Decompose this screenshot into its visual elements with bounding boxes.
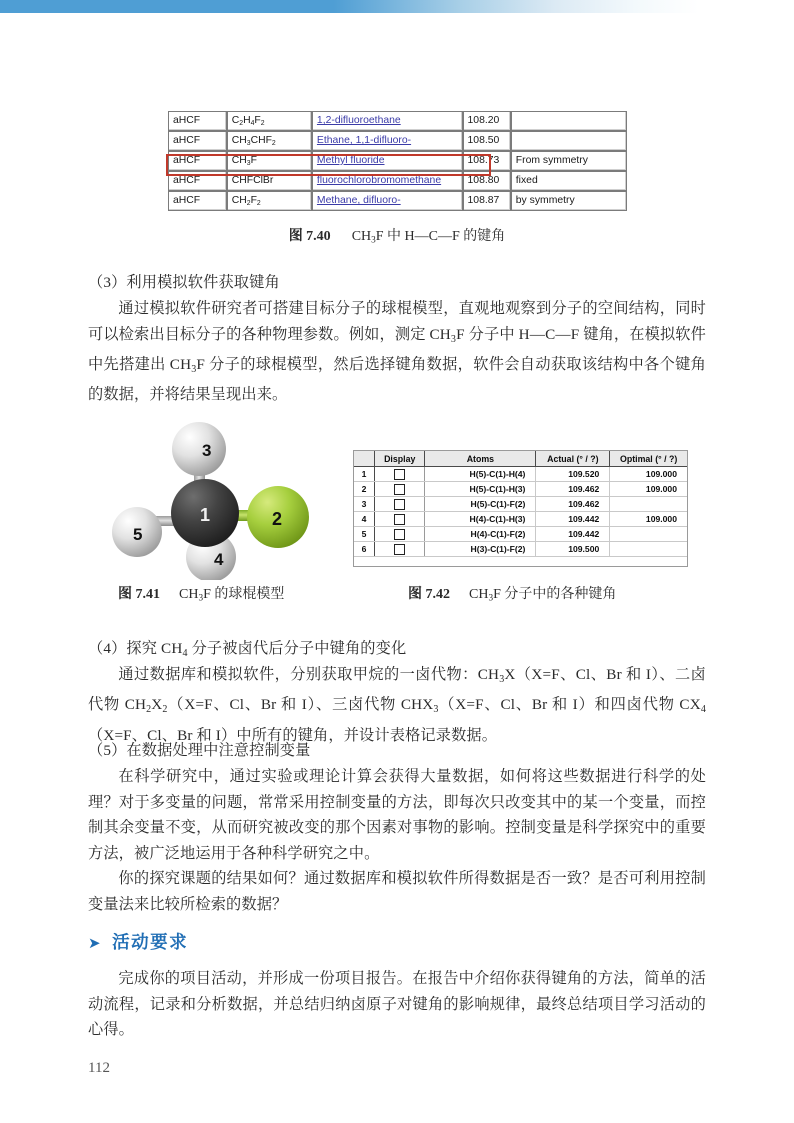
- cell-note: fixed: [511, 171, 627, 191]
- cell-tag: aHCF: [168, 191, 227, 211]
- table-row: [354, 497, 687, 512]
- cell-actual: 109.462: [536, 497, 610, 512]
- row-index: 1: [354, 467, 375, 482]
- bond-angle-measurement-table: [354, 451, 687, 557]
- table-row: [168, 171, 627, 191]
- cell-angle-value: 108.87: [463, 191, 511, 211]
- display-checkbox[interactable]: [394, 529, 405, 540]
- ch3f-ball-stick-svg: [110, 420, 345, 580]
- column-header-display: Display: [375, 451, 425, 467]
- cell-atoms: H(5)-C(1)-F(2): [425, 497, 536, 512]
- item3-title: （3）利用模拟软件获取键角: [88, 274, 280, 291]
- atom-f2-label: 2: [272, 509, 283, 529]
- atom-h5-label: 5: [133, 525, 143, 544]
- row-index: 5: [354, 527, 375, 542]
- requirements-heading-text: 活动要求: [112, 932, 189, 952]
- cell-tag: aHCF: [168, 131, 227, 151]
- figure-741-caption-text: $CH_3F$ 的球棍模型: [179, 587, 285, 603]
- column-header-optimal: Optimal (° / ?): [610, 451, 687, 467]
- compound-link[interactable]: Methane, difluoro-: [316, 195, 401, 206]
- compound-link[interactable]: Ethane, 1,1-difluoro-: [316, 135, 412, 146]
- cell-compound-name: [312, 171, 463, 191]
- page-header-decoration: [0, 0, 794, 13]
- figure-742-caption: [408, 585, 616, 608]
- page-number: 112: [88, 1060, 110, 1076]
- cell-formula: CHFClBr: [227, 171, 312, 191]
- cell-angle-value: 108.50: [463, 131, 511, 151]
- row-index: 3: [354, 497, 375, 512]
- cell-compound-name: [312, 111, 463, 131]
- cell-formula: $CH_2F_2$: [227, 191, 312, 211]
- table-row: [168, 191, 627, 211]
- cell-optimal: 109.000: [610, 467, 687, 482]
- row-index: 4: [354, 512, 375, 527]
- cell-actual: 109.442: [536, 527, 610, 542]
- item3-paragraph: 通过模拟软件研究者可搭建目标分子的球棍模型，直观地观察到分子的空间结构，同时可以检索出目标分子的各种物理参数。例如，测定 $CH_3F$ 分子中 H—C—F 键角，在模拟软件中先搭建出 $CH_3F$ 分子的球棍模型，然后选择键角数据，软件会自动获取该结构中各个键角的数据，并将结果呈现出来。: [88, 300, 706, 404]
- compound-link[interactable]: fluorochlorobromomethane: [316, 175, 442, 186]
- item5-paragraph: 在科学研究中，通过实验或理论计算会获得大量数据，如何将这些数据进行科学的处理？对于多变量的问题，常常采用控制变量的方法，即每次只改变其中的某一个变量，而控制其余变量不变，从而研究被改变的那个因素对事物的影响。控制变量是科学探究中的重要方法，被广泛地运用于各种科学研究之中。: [88, 768, 706, 862]
- atom-c1-label: 1: [200, 505, 211, 525]
- item5-question: 你的探究课题的结果如何？通过数据库和模拟软件所得数据是否一致？是否可利用控制变量法来比较所检索的数据？: [88, 870, 706, 913]
- figure-742-caption-label: 图 7.42: [408, 587, 450, 602]
- column-header-atoms: Atoms: [425, 451, 536, 467]
- cell-angle-value: 108.20: [463, 111, 511, 131]
- figure-742-table: [353, 450, 688, 567]
- figure-741-caption-label: 图 7.41: [118, 587, 160, 602]
- display-checkbox[interactable]: [394, 469, 405, 480]
- cell-compound-name: [312, 191, 463, 211]
- table-row: [354, 482, 687, 497]
- cell-formula: $C_2H_4F_2$: [227, 111, 312, 131]
- cell-optimal: [610, 497, 687, 512]
- cell-atoms: H(4)-C(1)-F(2): [425, 527, 536, 542]
- cell-formula: $CH_3F$: [227, 151, 312, 171]
- table-row: [354, 467, 687, 482]
- compound-link[interactable]: 1,2-difluoroethane: [316, 115, 401, 126]
- cell-note: From symmetry: [511, 151, 627, 171]
- cell-compound-name: [312, 131, 463, 151]
- table-row: [168, 131, 627, 151]
- cell-display: [375, 527, 425, 542]
- display-checkbox[interactable]: [394, 544, 405, 555]
- row-index: 2: [354, 482, 375, 497]
- cell-display: [375, 497, 425, 512]
- cell-optimal: [610, 542, 687, 557]
- figure-740-caption: [0, 227, 794, 250]
- row-index: 6: [354, 542, 375, 557]
- cell-angle-value: 108.80: [463, 171, 511, 191]
- table-row: [168, 151, 627, 171]
- table-row: [168, 111, 627, 131]
- column-header-index: [354, 451, 375, 467]
- cell-display: [375, 542, 425, 557]
- display-checkbox[interactable]: [394, 514, 405, 525]
- cell-note: [511, 111, 627, 131]
- arrow-bullet-icon: ➤: [88, 935, 103, 952]
- cell-atoms: H(5)-C(1)-H(3): [425, 482, 536, 497]
- requirements-paragraph: 完成你的项目活动，并形成一份项目报告。在报告中介绍你获得键角的方法，简单的活动流程，记录和分析数据，并总结归纳卤原子对键角的影响规律，最终总结项目学习活动的心得。: [88, 970, 706, 1039]
- item4-title: （4）探究 $CH_4$ 分子被卤代后分子中键角的变化: [88, 640, 407, 659]
- cell-actual: 109.462: [536, 482, 610, 497]
- cell-compound-name: [312, 151, 463, 171]
- table-row: [354, 542, 687, 557]
- table-header-row: [354, 451, 687, 467]
- cell-display: [375, 482, 425, 497]
- compound-link[interactable]: Methyl fluoride: [316, 155, 385, 166]
- cell-actual: 109.500: [536, 542, 610, 557]
- item5-title: （5）在数据处理中注意控制变量: [88, 742, 311, 759]
- figure-741-molecule: [110, 420, 345, 580]
- table-row: [354, 527, 687, 542]
- item4-paragraph: 通过数据库和模拟软件，分别获取甲烷的一卤代物：$CH_3X(X=F$、Cl、Br 和 I）、二卤代物 $CH_2X_2(X=F$、Cl、Br 和 I）、三卤代物 $CHX_3(X=F$、Cl、Br 和 I）和四卤代物 $CX_4(X=F$、Cl、Br 和 I）中所有的键角，并设计表格记录数据。: [88, 666, 707, 744]
- atom-h3-label: 3: [202, 441, 212, 460]
- cell-optimal: 109.000: [610, 512, 687, 527]
- cell-atoms: H(3)-C(1)-F(2): [425, 542, 536, 557]
- cell-display: [375, 512, 425, 527]
- cell-tag: aHCF: [168, 111, 227, 131]
- cell-tag: aHCF: [168, 151, 227, 171]
- column-header-actual: Actual (° / ?): [536, 451, 610, 467]
- cell-formula: $CH_3CHF_2$: [227, 131, 312, 151]
- cell-actual: 109.442: [536, 512, 610, 527]
- bond-angle-database-table: [168, 111, 627, 211]
- cell-display: [375, 467, 425, 482]
- atom-h4-label: 4: [214, 550, 224, 569]
- requirements-heading: [88, 929, 188, 954]
- display-checkbox[interactable]: [394, 484, 405, 495]
- figure-741-caption: [118, 585, 284, 608]
- figure-740-caption-label: 图 7.40: [288, 229, 331, 244]
- cell-note: by symmetry: [511, 191, 627, 211]
- figure-740-caption-text: $CH_3F$ 中 H—C—F 的键角: [351, 229, 506, 245]
- cell-angle-value: 108.73: [463, 151, 511, 171]
- cell-optimal: [610, 527, 687, 542]
- cell-atoms: H(4)-C(1)-H(3): [425, 512, 536, 527]
- cell-note: [511, 131, 627, 151]
- figure-742-caption-text: $CH_3F$ 分子中的各种键角: [469, 587, 617, 603]
- cell-tag: aHCF: [168, 171, 227, 191]
- atom-h3: [172, 422, 226, 476]
- cell-actual: 109.520: [536, 467, 610, 482]
- display-checkbox[interactable]: [394, 499, 405, 510]
- figure-740-table: [168, 111, 627, 211]
- cell-optimal: 109.000: [610, 482, 687, 497]
- cell-atoms: H(5)-C(1)-H(4): [425, 467, 536, 482]
- table-row: [354, 512, 687, 527]
